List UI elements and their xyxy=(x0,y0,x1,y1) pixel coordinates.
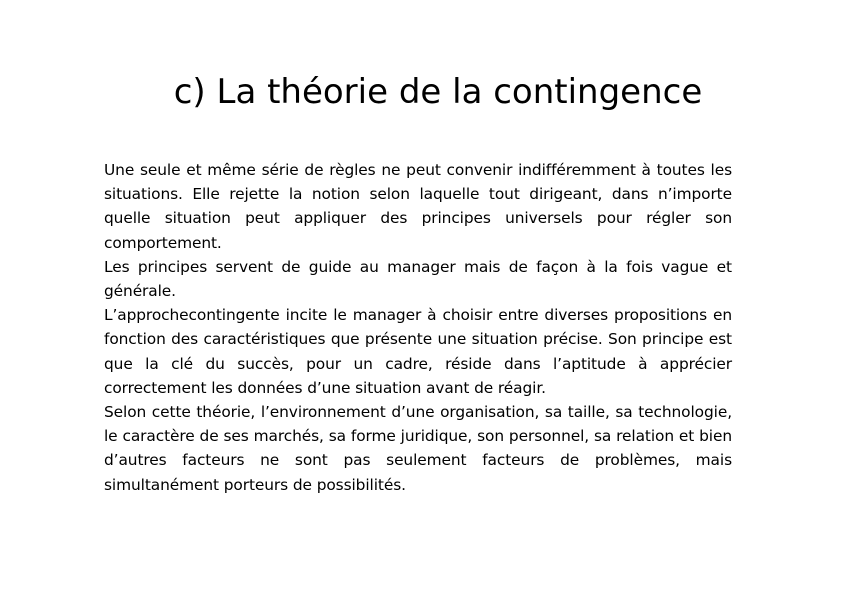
slide-body xyxy=(104,158,732,497)
paragraph-4: Selon cette théorie, l’environnement d’une organisation, sa taille, sa technologie, le caractère de ses marchés, sa forme juridique, son personnel, sa relation et bien d’autres facteurs ne sont pas seulement facteurs de problèmes, mais simultanément porteurs de possibilités. xyxy=(104,403,732,494)
paragraph-2: Les principes servent de guide au manager mais de façon à la fois vague et générale. xyxy=(104,257,732,301)
paragraph-1: Une seule et même série de règles ne peut convenir indifféremment à toutes les situations. Elle rejette la notion selon laquelle tout dirigeant, dans n’importe quelle situation peut appliquer des principes universels pour régler son comportement. xyxy=(104,161,732,252)
slide-title: c) La théorie de la contingence xyxy=(173,72,703,112)
paragraph-3: L’approchecontingente incite le manager à choisir entre diverses propositions en fonction des caractéristiques que présente une situation précise. Son principe est que la clé du succès, pour un cadre, réside dans l’aptitude à apprécier correctement les données d’une situation avant de réagir. xyxy=(104,306,732,397)
